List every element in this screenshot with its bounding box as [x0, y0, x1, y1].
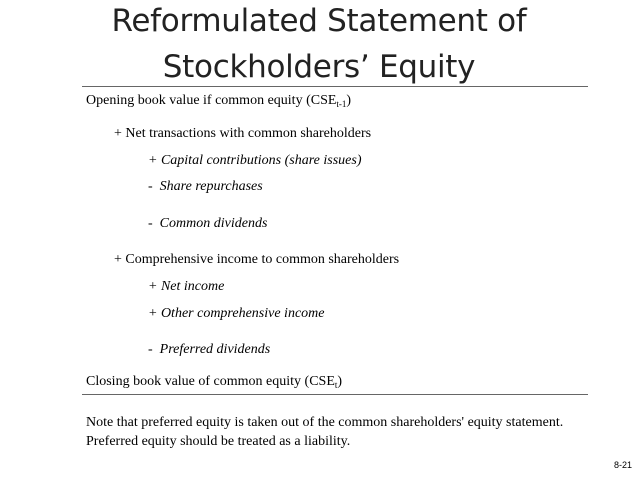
closing-balance-line: [86, 373, 342, 391]
slide-title-line-1: Reformulated Statement of: [111, 3, 527, 39]
share-repurchases-line: [148, 178, 263, 196]
common-dividends-text: Common dividends: [159, 216, 268, 231]
slide-number: 8-21: [613, 460, 632, 470]
comprehensive-income-line: + Comprehensive income to common shareholders: [114, 252, 400, 267]
other-comprehensive-income-line: + Other comprehensive income: [148, 306, 325, 321]
opening-balance-suffix: ): [346, 93, 352, 108]
closing-balance-text: Closing book value of common equity (CSE: [86, 374, 335, 389]
closing-balance-suffix: ): [337, 374, 343, 389]
preferred-dividends-text: Preferred dividends: [159, 342, 271, 357]
share-repurchases-sign: -: [148, 179, 153, 194]
preferred-dividends-line: [148, 341, 270, 359]
opening-balance-line: [86, 92, 351, 110]
common-dividends-line: [148, 215, 267, 233]
share-repurchases-text: Share repurchases: [159, 179, 263, 194]
top-divider: [82, 86, 588, 87]
slide-title-line-2: Stockholders’ Equity: [162, 49, 476, 85]
closing-balance-subscript: t: [334, 380, 338, 390]
opening-balance-text: Opening book value if common equity (CSE: [86, 93, 337, 108]
preferred-dividends-sign: -: [148, 342, 153, 357]
capital-contributions-line: + Capital contributions (share issues): [148, 153, 362, 168]
net-income-line: + Net income: [148, 279, 225, 294]
preferred-equity-note: Note that preferred equity is taken out of the common shareholders' equity statement. Preferred equity should be treated as a liability.: [86, 415, 564, 449]
common-dividends-sign: -: [148, 216, 153, 231]
bottom-divider: [82, 394, 588, 395]
net-transactions-line: + Net transactions with common shareholders: [114, 126, 372, 141]
opening-balance-subscript: t-1: [336, 99, 347, 109]
